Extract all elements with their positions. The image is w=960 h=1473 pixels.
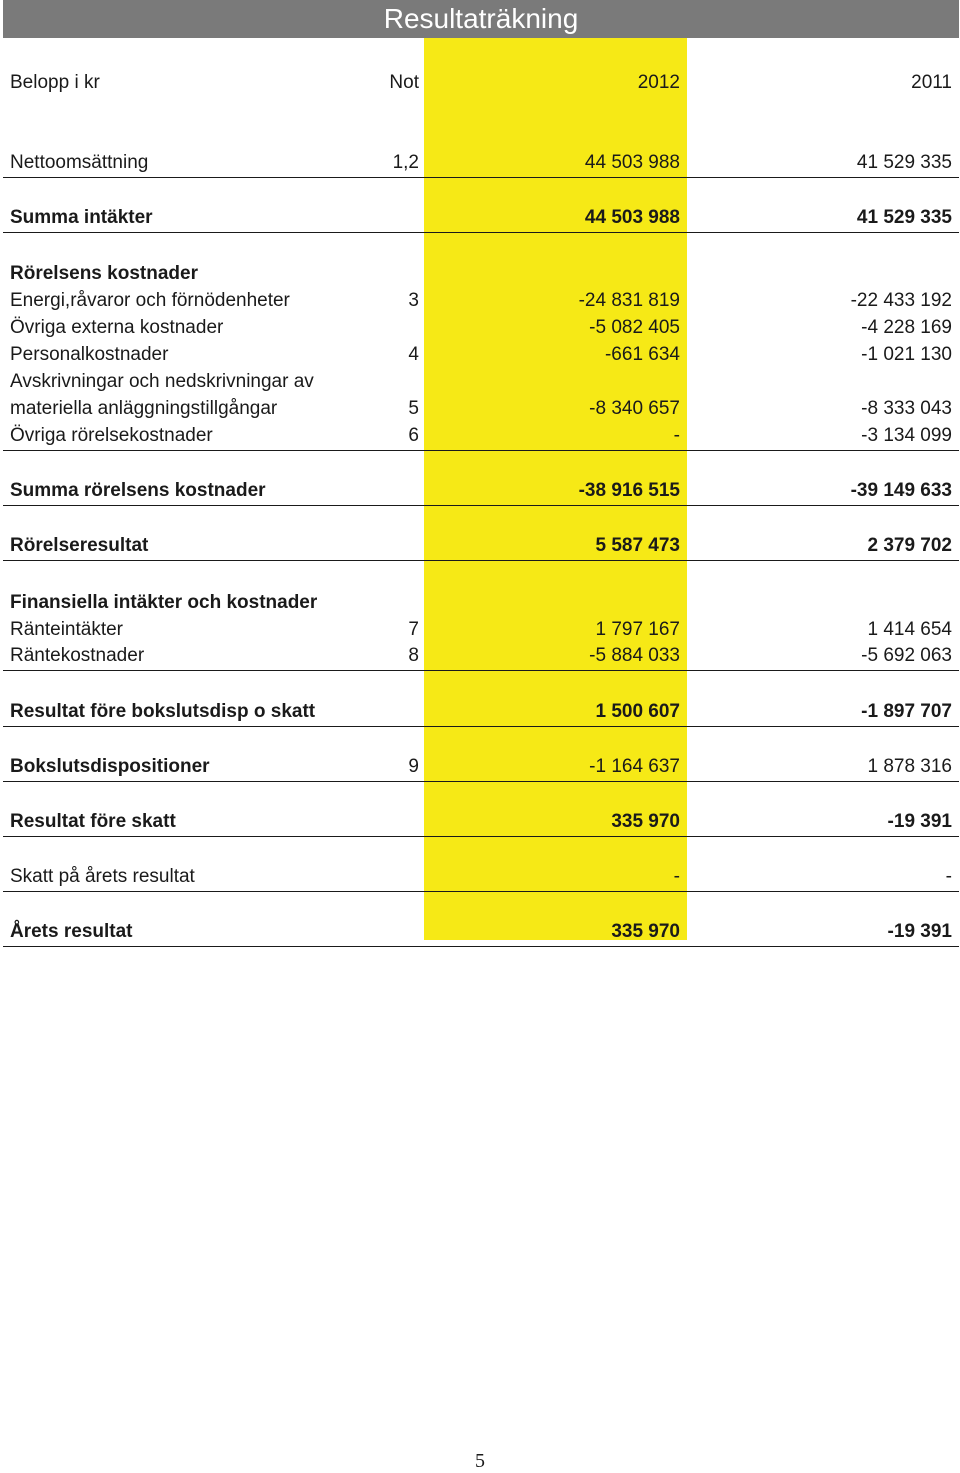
table-row	[3, 589, 959, 616]
year-2011-header: 2011	[911, 72, 952, 93]
row-label: Resultat före bokslutsdisp o skatt	[10, 701, 316, 722]
row-note: 4	[408, 344, 419, 365]
table-row	[3, 422, 959, 449]
row-label: Summa rörelsens kostnader	[10, 480, 266, 501]
table-row	[3, 477, 959, 504]
row-value-2011: 41 529 335	[856, 207, 952, 228]
row-value-2012: 44 503 988	[584, 207, 680, 228]
row-value-2011: -1 897 707	[861, 701, 952, 722]
row-label: Rörelseresultat	[10, 535, 149, 556]
row-label: Nettoomsättning	[10, 152, 149, 173]
row-value-2011: -19 391	[887, 921, 952, 942]
row-value-2012: -5 884 033	[589, 645, 680, 666]
row-note: 1,2	[392, 152, 419, 173]
row-value-2012: 1 797 167	[595, 619, 680, 640]
table-row	[3, 698, 959, 725]
row-label: Räntekostnader	[10, 645, 145, 666]
table-row	[3, 532, 959, 559]
row-value-2011: -5 692 063	[861, 645, 952, 666]
table-row	[3, 863, 959, 890]
page-title-banner	[3, 0, 959, 38]
table-row	[3, 341, 959, 368]
row-label: Övriga externa kostnader	[10, 317, 224, 338]
row-value-2011: -4 228 169	[861, 317, 952, 338]
row-value-2012: -661 634	[604, 344, 680, 365]
table-row	[3, 395, 959, 422]
row-value-2012: 335 970	[611, 921, 680, 942]
row-note: 3	[408, 290, 419, 311]
row-label: Årets resultat	[10, 921, 133, 942]
row-value-2012: 1 500 607	[595, 701, 680, 722]
row-label: Personalkostnader	[10, 344, 169, 365]
row-value-2012: 335 970	[611, 811, 680, 832]
row-label: Avskrivningar och nedskrivningar av	[10, 371, 314, 392]
row-value-2011: -8 333 043	[861, 398, 952, 419]
year-2012-header: 2012	[637, 72, 680, 93]
row-label: Summa intäkter	[10, 207, 153, 228]
table-row	[3, 287, 959, 314]
table-row	[3, 753, 959, 780]
row-value-2011: 1 878 316	[867, 756, 952, 777]
row-value-2011: 1 414 654	[867, 619, 952, 640]
table-row	[3, 918, 959, 945]
table-row	[3, 260, 959, 287]
row-value-2012: -	[673, 866, 680, 887]
amount-unit-label: Belopp i kr	[10, 72, 100, 93]
row-label: Ränteintäkter	[10, 619, 124, 640]
row-value-2012: 5 587 473	[595, 535, 680, 556]
row-label: Energi,råvaror och förnödenheter	[10, 290, 290, 311]
row-value-2011: -19 391	[887, 811, 952, 832]
table-row	[3, 149, 959, 176]
row-value-2012: 44 503 988	[584, 152, 680, 173]
row-label: materiella anläggningstillgångar	[10, 398, 278, 419]
row-value-2012: -24 831 819	[578, 290, 680, 311]
table-row	[3, 642, 959, 669]
row-value-2011: -39 149 633	[850, 480, 952, 501]
row-value-2012: -1 164 637	[589, 756, 680, 777]
row-value-2011: 2 379 702	[867, 535, 952, 556]
row-value-2012: -38 916 515	[578, 480, 680, 501]
page-title: Resultaträkning	[383, 3, 579, 34]
table-row	[3, 368, 959, 395]
row-note: 9	[408, 756, 419, 777]
row-value-2012: -5 082 405	[589, 317, 680, 338]
section-heading: Finansiella intäkter och kostnader	[10, 592, 318, 613]
row-note: 7	[408, 619, 419, 640]
row-value-2011: -22 433 192	[850, 290, 952, 311]
row-value-2011: -	[945, 866, 952, 887]
row-value-2011: -1 021 130	[861, 344, 952, 365]
row-label: Resultat före skatt	[10, 811, 176, 832]
row-note: 8	[408, 645, 419, 666]
row-note: 6	[408, 425, 419, 446]
table-row	[3, 314, 959, 341]
row-value-2012: -8 340 657	[589, 398, 680, 419]
table-row	[3, 616, 959, 643]
row-label: Bokslutsdispositioner	[10, 756, 210, 777]
row-value-2011: -3 134 099	[861, 425, 952, 446]
note-column-header: Not	[389, 72, 419, 93]
table-row	[3, 808, 959, 835]
row-label: Övriga rörelsekostnader	[10, 425, 213, 446]
row-value-2012: -	[673, 425, 680, 446]
section-heading: Rörelsens kostnader	[10, 263, 198, 284]
table-row	[3, 204, 959, 231]
row-value-2011: 41 529 335	[856, 152, 952, 173]
page-number: 5	[475, 1450, 485, 1472]
header-row	[3, 69, 959, 96]
row-label: Skatt på årets resultat	[10, 866, 195, 887]
row-note: 5	[408, 398, 419, 419]
